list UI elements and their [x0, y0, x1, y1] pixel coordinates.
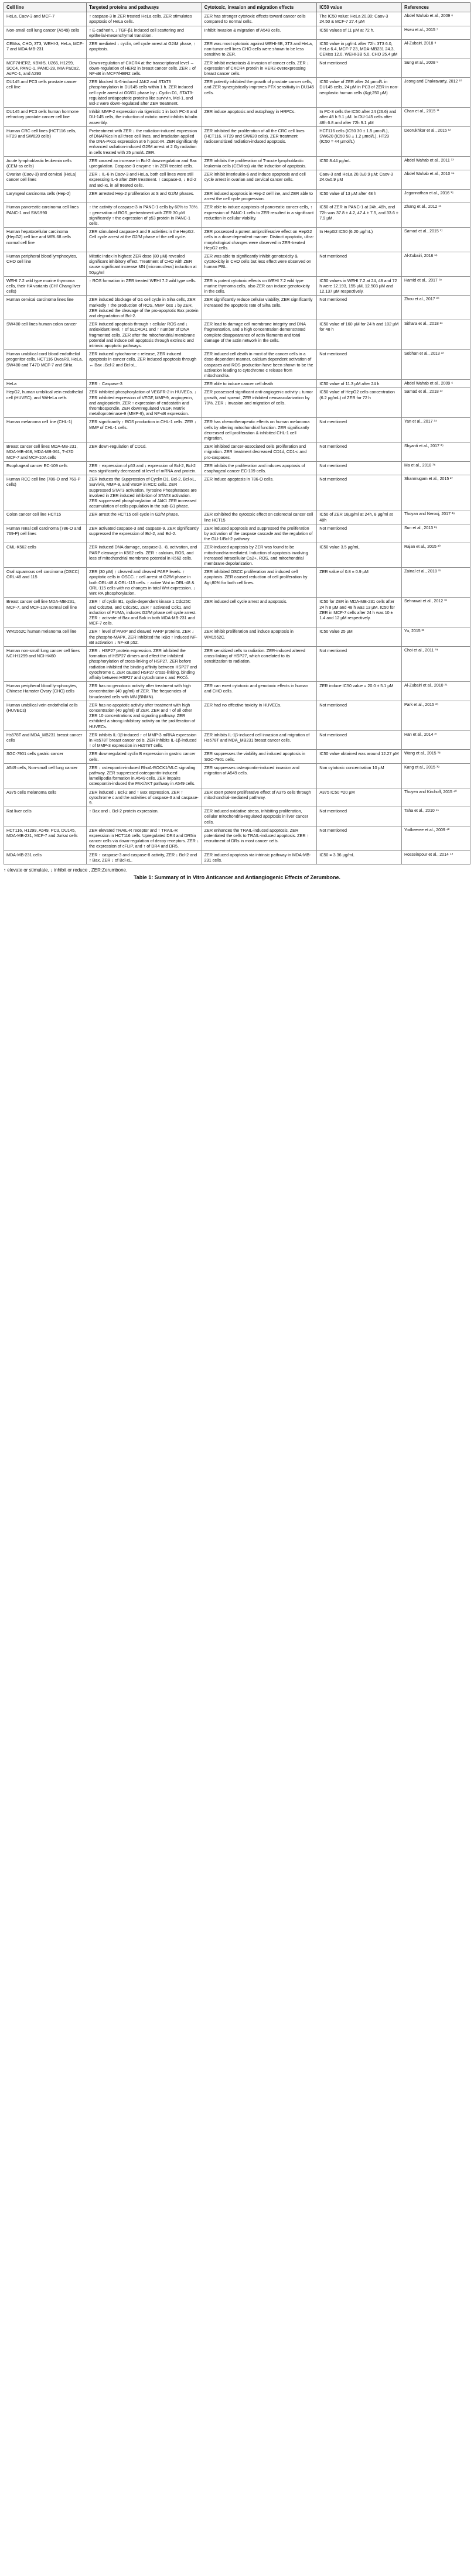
table-row	[4, 763, 470, 788]
table-row	[4, 276, 470, 296]
effects-cell: ZER lead to damage cell membrane integrity and DNA fragmentation, and a high concentration demonstrated complete disappearance of actin filaments and total damage of the actin network in the cells.	[202, 320, 317, 350]
cell-line-cell: Breast cancer cell lines MDA-MB-231, MDA-MB-468, MDA-MB-361, T-47D MCF-7 and MCF-10A cells	[4, 443, 87, 462]
effects-cell: ZER induce apoptosis in 786-O cells.	[202, 475, 317, 510]
targets-cell: Mitotic index in highest ZER dose (80 µM) revealed significant inhibitory effect. Treatment of CHO with ZER cause significant increase MN (micronucleus) induction at 50µg/ml	[87, 252, 202, 276]
table-row	[4, 475, 470, 510]
effects-cell: ZER inhibited OSCC proliferation and induced cell apoptosis. ZER caused reduction of cell proliferation by &gt;80% for both cell lines.	[202, 568, 317, 598]
ic50-cell: In HepG2 IC50 (6.20 µg/mL)	[317, 228, 402, 252]
effects-cell: Inhibit invasion & migration of A549 cells.	[202, 26, 317, 39]
effects-cell: ZER significantly reduce cellular viability, ZER significantly increased the apoptotic rate of Siha cells.	[202, 296, 317, 320]
reference-cell: Zhou et al., 2017 ²⁰	[401, 296, 470, 320]
targets-cell: ZER inhibited phosphorylation of VEGFR-2 in HUVECs. ↓ ZER inhibited expression of VEGF, MMP-9, angiogenin, and angiopoietin. ZER ↑ expression of endostatin and thrombospondin. ZER downregulated VEGF, Matrix metalloproteinase-9 (MMP-9), and NF-κB expression.	[87, 388, 202, 418]
targets-cell: ZER ↓ IL-6 in Caov-3 and HeLa, both cell lines were still expressing IL-6 after ZER treatment. ↑ caspase-3, ↓ Bcl-2 and Bcl-xL in all treated cells.	[87, 170, 202, 190]
targets-cell: ZER ↑ Caspase-3	[87, 380, 202, 388]
effects-cell: ZER induced apoptosis and suppressed the proliferation by activation of the caspase cascade and the regulation of the GLI-1/Bcl-2 pathway.	[202, 524, 317, 543]
table-row	[4, 598, 470, 627]
ic50-cell: Non cytotoxic concentration 10 µM	[317, 763, 402, 788]
cell-line-cell: A549 cells, Non-small cell lung cancer	[4, 763, 87, 788]
cell-line-cell: HepG2, human umbilical vein endothelial cell (HUVEC), and WiHeLa cells	[4, 388, 87, 418]
cell-line-cell: Human renal cell carcinoma (786-O and 769-P) cell lines	[4, 524, 87, 543]
table-caption: Table 1: Summary of In Vitro Anticancer and Antiangiogenic Effects of Zerumbone.	[133, 874, 341, 881]
table-body	[4, 12, 470, 865]
table-row	[4, 568, 470, 598]
reference-cell: Sithara et al., 2018 ²¹	[401, 320, 470, 350]
effects-cell: ZER inhibit interleukin-6 and induce apoptosis and cell cycle arrest in ovarian and cervical cancer cells.	[202, 170, 317, 190]
ic50-cell: IC50 value 3.5 µg/mL	[317, 543, 402, 568]
effects-cell: ZER inhibit proliferation and induce apoptosis in WM1552C.	[202, 627, 317, 647]
reference-cell: Jeong and Chakravarty, 2012 ¹⁰	[401, 78, 470, 108]
ic50-cell: Not mentioned	[317, 59, 402, 78]
table-row	[4, 189, 470, 203]
reference-cell: Thoyan and Nerooj, 2017 ²⁸	[401, 510, 470, 524]
table-header	[4, 3, 470, 12]
ic50-cell: IC50 value obtained was around 12.27 µM	[317, 750, 402, 763]
table-row	[4, 252, 470, 276]
targets-cell: ZER elevated TRAIL-R receptor and ↑ TRAIL-R expression in HCT116 cells. Upregulated DR4 and DR5in cancer cells via down-regulation of decoy receptors. ZER ↓ the expression of cFLIP, and ↑ of DR4 and DR5.	[87, 826, 202, 850]
reference-cell: Jegannathan et al., 2016 ¹⁵	[401, 189, 470, 203]
cell-line-cell: MCF7/HER2, KBM-5, U266, H1299, SCC4, PANC-1, PANC-28, MIA PaCa2, AsPC-1, and A293	[4, 59, 87, 78]
ic50-cell: Not mentioned	[317, 524, 402, 543]
reference-cell: Abdel Wahab et al., 2009 ⁶	[401, 12, 470, 26]
ic50-cell: Not mentioned	[317, 252, 402, 276]
reference-cell: Sehrawat et al., 2012 ³²	[401, 598, 470, 627]
cell-line-cell: Laryngeal carcinoma cells (Hep-2)	[4, 189, 87, 203]
reference-cell: Ma et al., 2018 ²⁶	[401, 461, 470, 475]
table-row	[4, 682, 470, 701]
reference-cell: Abdel Wahab et al., 2010 ¹⁴	[401, 170, 470, 190]
targets-cell: ZER blocked IL-6-induced JAK2 and STAT3 phosphorylation in DU145 cells within 1 h. ZER induced cell cycle arrest at G0/G1 phase by ↓ Cyclin D1, STAT3-regulated antiapoptotic proteins like survivin, Mcl-1, and Bcl-2 were down-regulated after ZER treatment.	[87, 78, 202, 108]
targets-cell: ZER stimulated caspase-3 and 9 activities in the HepG2. Cell cycle arrest at the G2/M phase of the cell cycle.	[87, 228, 202, 252]
ic50-cell: Caov-3 and HeLa 20.0±0.9 µM; Caov-3 24.0±0.9 µM	[317, 170, 402, 190]
effects-cell: ZER possessed a potent antiproliferative effect on HepG2 cells in a dose-dependent manner. Distinct apoptotic, ultra-morphological changes were observed in ZER-treated HepG2 cells.	[202, 228, 317, 252]
page	[0, 0, 474, 881]
effects-cell: ZER potently inhibited the growth of prostate cancer cells, and ZER synergistically improves PTX sensitivity in DU145 cells.	[202, 78, 317, 108]
table-row	[4, 730, 470, 750]
cell-line-cell: DU145 and PC3 cells human hormone refractory prostate cancer cell line	[4, 108, 87, 127]
ic50-cell: IC50 value in µg/mL after 72h: 3T3 6.0, HeLa 6.4, MCF-7 23, MDA-MB231 24.3, CEMss 12.0, WEHI-3B 5.0, CHO 25.4 µM	[317, 40, 402, 59]
ic50-cell: In PC-3 cells the IC50 after 24 (26.6) and after 48 h 9.1 µM. In DU-145 cells after 48h 6.8 and after 72h 9.1 µM	[317, 108, 402, 127]
cell-line-cell: DU145 and PC3 cells prostate cancer cell line	[4, 78, 87, 108]
reference-cell: Zainal et al., 2018 ³¹	[401, 568, 470, 598]
effects-cell: ZER exert potent proliferative effect of A375 cells through mitochondrial-mediated pathway.	[202, 788, 317, 807]
cell-line-cell: MDA-MB-231 cells	[4, 850, 87, 864]
effects-cell: ZER induce apoptosis and autophagy in HRPCs.	[202, 108, 317, 127]
targets-cell: ZER has no genotoxic activity after treatment with high concentration (40 µg/ml) of ZER. The frequencies of binucleated cells with MN (BNMN).	[87, 682, 202, 701]
targets-cell: ZER down-regulation of CD1d.	[87, 443, 202, 462]
cell-line-cell: Esophageal cancer EC-109 cells	[4, 461, 87, 475]
ic50-cell: Not mentioned	[317, 730, 402, 750]
effects-cell: ZER possessed significant anti-angiogenic activity ↓ tumor growth, and spread, ZER inhibited neovascularization by 70%. ZER ↓ invasion and migration of cells.	[202, 388, 317, 418]
table-row	[4, 443, 470, 462]
ic50-cell: IC50 value 25 µM	[317, 627, 402, 647]
ic50-cell: Not mentioned	[317, 350, 402, 380]
table-row	[4, 108, 470, 127]
table-row	[4, 203, 470, 228]
header-row	[4, 3, 470, 12]
cell-line-cell: Human umbilical vein endothelial cells (HUVECs)	[4, 701, 87, 730]
reference-cell: Rajan et al., 2015 ³⁰	[401, 543, 470, 568]
effects-cell: ZER able to induce apoptosis of pancreatic cancer cells, ↑ expression of PANC-1 cells to ZER resulted in a significant reduction in cellular viability.	[202, 203, 317, 228]
reference-cell: Hosseinpour et al., 2014 ⁴³	[401, 850, 470, 864]
targets-cell: ↑ caspase-3 in ZER treated HeLa cells. ZER stimulates apoptosis of HeLa cells.	[87, 12, 202, 26]
legend-text: ↑ elevate or stimulate, ↓ inhibit or reduce , ZER:Zerumbone.	[4, 867, 128, 873]
table-row	[4, 156, 470, 170]
cell-line-cell: Human non-small lung cancer cell lines NCI-H1299 and NCI-H460	[4, 646, 87, 681]
ic50-cell: IC50 8.44 µg/mL	[317, 156, 402, 170]
reference-cell: Al-Zubairi et al., 2010 ³⁵	[401, 682, 470, 701]
targets-cell: Down-regulation of CXCR4 at the transcriptional level → down-regulation of HER2 in breast cancer cells. ZER ↓ of NF-κB in MCF7/HER2 cells.	[87, 59, 202, 78]
table-row	[4, 388, 470, 418]
reference-cell: Yan et al., 2017 ²⁴	[401, 418, 470, 443]
effects-cell: ZER able to induce cancer cell death	[202, 380, 317, 388]
ic50-cell: HCT116 cells (IC50 30 ± 1.5 µmol/L), SW620 (IC50 58 ± 1.2 µmol/L), HT29 (IC50 = 44 µmol/L)	[317, 126, 402, 156]
table-row	[4, 320, 470, 350]
cell-line-cell: Acute lymphoblastic leukemia cells (CEM-ss cells)	[4, 156, 87, 170]
ic50-cell: Not mentioned	[317, 807, 402, 826]
reference-cell: Shanmugam et al., 2015 ²⁷	[401, 475, 470, 510]
effects-cell: ZER inhibited cancer-associated cells proliferation and migration. ZER treatment decreased CD1d, CD1-c and pro-caspases.	[202, 443, 317, 462]
effects-cell: ZER has chemotherapeutic effects on human melanoma cells by altering mitochondrial function. ZER significantly decreased cell proliferation & inhibited CHL-1 cell migration.	[202, 418, 317, 443]
ic50-cell: Not mentioned	[317, 443, 402, 462]
table-footer	[4, 867, 470, 881]
targets-cell: ZER has no apoptotic activity after treatment with high concentration (40 µg/ml) of ZER. ZER and ↑ of all other ZER 10 concentrations and signaling pathway. ZER exhibited a strong inhibitory activity on the proliferation of HUVECs.	[87, 701, 202, 730]
table-row	[4, 170, 470, 190]
reference-cell: Taha et al., 2010 ⁴¹	[401, 807, 470, 826]
effects-cell: ZER induced cell death in most of the cancer cells in a dose-dependent manner, calcium dependent activation of caspases and ROS production have been shown to be the activation leading to cytochrome c release from mitochondria.	[202, 350, 317, 380]
effects-cell: ZER induced cell cycle arrest and apoptosis.	[202, 598, 317, 627]
targets-cell: ZER significantly ↑ ROS production in CHL-1 cells. ZER ↓ MMP of CHL-1 cells.	[87, 418, 202, 443]
reference-cell: Hamid et al., 2017 ¹⁹	[401, 276, 470, 296]
effects-cell: ZER inhibited the proliferation of all the CRC cell lines (HCT116, HT29 and SW620 cells). ZER treatment radiosensitized radiation-induced apoptosis.	[202, 126, 317, 156]
table-row	[4, 380, 470, 388]
reference-cell: Zhang et al., 2012 ¹⁶	[401, 203, 470, 228]
targets-cell: ZER induced cytochrome c release, ZER induced apoptosis in cancer cells, ZER induced apoptosis through ↔ Bax ↓Bcl-2 and Bcl-xL.	[87, 350, 202, 380]
targets-cell: ZER ↑ caspase-3 and caspase-8 activity, ZER ↓ Bcl-2 and ↑ Bax, ZER ↓ of Bcl-xL.	[87, 850, 202, 864]
cell-line-cell: Human pancreatic carcinoma cell lines PANC-1 and SW1990	[4, 203, 87, 228]
ic50-cell: IC50 value of 11.3 µM after 24 h	[317, 380, 402, 388]
effects-cell: ZER-induced apoptosis by ZER was found to be mitochondria-mediated. Induction of apoptosis involving increased intracellular Ca2+, ROS, and mitochondrial membrane depolarization.	[202, 543, 317, 568]
effects-cell: ZER has stronger cytotoxic effects toward cancer cells compared to normal cells.	[202, 12, 317, 26]
table-row	[4, 296, 470, 320]
reference-cell: Chan et al., 2015 ¹¹	[401, 108, 470, 127]
targets-cell: ZER induced blockage of G1 cell cycle in Siha cells, ZER markedly ↑ the production of ROS, MMP loss ↓ by ZER, ZER induced the cleavage of the pro-apoptotic Bax protein and degradation of Bcl-2.	[87, 296, 202, 320]
effects-cell: ZER enhances the TRAIL-induced apoptosis, ZER potentiated the cells to TRAIL-induced apoptosis. ZER ↑ recruitment of DRs in most cancer cells.	[202, 826, 317, 850]
reference-cell: Yodkeeree et al., 2009 ⁴²	[401, 826, 470, 850]
targets-cell: ZER induces the Suppression of Cyclin D1, Bcl-2, Bcl-xL, Survivin, MMP-9, and VEGF in RCC cells. ZER suppressed STAT3 activation, Tyrosine Phosphatases are involved in ZER induced inhibition of STAT3 activation. ZER suppressed phosphorylation of JAK1 ZER increased accumulation of cells population in the sub-G1 phase.	[87, 475, 202, 510]
reference-cell: Yu, 2015 ³³	[401, 627, 470, 647]
reference-cell: Park et al., 2015 ³⁶	[401, 701, 470, 730]
cell-line-cell: Rat liver cells	[4, 807, 87, 826]
effects-cell: ZER had no effective toxicity in HUVECs.	[202, 701, 317, 730]
targets-cell: Pretreatment with ZER ↓ the radiation-induced expression of DNAPKcs in all three cell lines, and irradiation applied the DNA-PKcs expression at 6 h post-IR. ZER significantly enhanced radiation-induced G2/M arrest at 2 Gy radiation in cells treated with 25 µmol/L ZER.	[87, 126, 202, 156]
cell-line-cell: A375 cells melanoma cells	[4, 788, 87, 807]
reference-cell: Choi et al., 2011 ³⁴	[401, 646, 470, 681]
cell-line-cell: SW480 cell lines human colon cancer	[4, 320, 87, 350]
effects-cell: ZER sensitized cells to radiation. ZER-induced altered cross-linking of HSP27, which correlated to its sensitization to radiation.	[202, 646, 317, 681]
targets-cell: ZER induced apoptosis through ↑ cellular ROS and ↓ antioxidant level, ↑ of SLC40A1 and ↑ number of DNA fragmented cells. ZER after the mitochondrial membrane potential and induce cell apoptosis through extrinsic and intrinsic apoptotic pathways.	[87, 320, 202, 350]
header-cell-line: Cell line	[4, 3, 87, 12]
cell-line-cell: Human peripheral blood lymphocytes, CHO cell line	[4, 252, 87, 276]
cell-line-cell: Human melanoma cell line (CHL-1)	[4, 418, 87, 443]
table-row	[4, 418, 470, 443]
table-row	[4, 701, 470, 730]
table-row	[4, 788, 470, 807]
targets-cell: ↑ ROS formation in ZER treated WEHI 7.2 wild type cells.	[87, 276, 202, 296]
ic50-cell: IC50 values of 11 µM at 72 h.	[317, 26, 402, 39]
reference-cell: Sung et al., 2008 ⁹	[401, 59, 470, 78]
table-row	[4, 350, 470, 380]
targets-cell: ZER caused an increase in Bcl-2 downregulation and Bax upregulation. Caspase-3 enzyme ↑ in ZER treated cells.	[87, 156, 202, 170]
cell-line-cell: CEMss, CHO, 3T3, WEHI-3, HeLa, MCF-7 and MDA-MB-231	[4, 40, 87, 59]
cell-line-cell: Non-small cell lung cancer (A549) cells	[4, 26, 87, 39]
effects-cell: ZER suppresses osteopontin-induced invasion and migration of A549 cells.	[202, 763, 317, 788]
ic50-cell: IC50 values in WEHI 7.2 at 24, 48 and 72 h were 12.193, 155 µM, 12.503 µM and 12.137 µM respectively.	[317, 276, 402, 296]
targets-cell: ZER ↑ of cyclin B1, cyclin-dependent kinase 1 Cdc25C and Cdc25B, and Cdc25C, ZER ↑ activated Cdk1, and induction of PUMA, induces G2/M phase cell cycle arrest. ZER ↑ activate of Bax and Bak in both MDA-MB-231 and MCF-7 cells.	[87, 598, 202, 627]
reference-cell: Abdel Wahab et al., 2011 ¹³	[401, 156, 470, 170]
ic50-cell: A375 IC50 =20 µM	[317, 788, 402, 807]
ic50-cell: IC50 = 3.36 µg/mL	[317, 850, 402, 864]
reference-cell: Al-Zubairi, 2016 ¹⁸	[401, 252, 470, 276]
targets-cell: ↑ E-cadherin, ↓ TGF-β1 induced cell scattering and epithelial-mesenchymal transition.	[87, 26, 202, 39]
targets-cell: ↑ the activity of caspase-3 in PANC-1 cells by 60% to 78%. ↑ generation of ROS, pretreatment with ZER 30 µM significantly ↑ the expression of p53 protein in PANC-1 cells.	[87, 203, 202, 228]
effects-cell: ZER inhibit metastasis & invasion of cancer cells. ZER ↓ expression of CXCR4 protein in HER2-overexpressing breast cancer cells.	[202, 59, 317, 78]
reference-cell: Thuyen and Kirchoff, 2015 ⁴⁰	[401, 788, 470, 807]
reference-cell: Kang et al., 2015 ³⁹	[401, 763, 470, 788]
ic50-cell: Not mentioned	[317, 461, 402, 475]
targets-cell: ZER mediated ↓ cyclin, cell cycle arrest at G2/M phase, ↑ apoptosis.	[87, 40, 202, 59]
effects-cell: ZER can exert cytotoxic and genotoxic effects in human and CHO cells.	[202, 682, 317, 701]
cell-line-cell: Human umbilical cord blood endothelial progenitor cells, HCT116 OvcaR8, HeLa, SW480 and T47D MCF-7 and SiHa	[4, 350, 87, 380]
reference-cell: Deorukhkar et al., 2015 ¹²	[401, 126, 470, 156]
header-references: References	[401, 3, 470, 12]
targets-cell: ZER induced ↓ Bcl-2 and ↑ Bax expression. ZER ↑ cytochrome c and the activities of caspase-3 and caspase-9.	[87, 788, 202, 807]
cell-line-cell: WM1552C human melanoma cell line	[4, 627, 87, 647]
cell-line-cell: Oral squamous cell carcinoma (OSCC) ORL-48 and 115	[4, 568, 87, 598]
cell-line-cell: SGC-7901 cells gastric cancer	[4, 750, 87, 763]
reference-cell: Sun et al., 2013 ²⁹	[401, 524, 470, 543]
cell-line-cell: Human peripheral blood lymphocytes, Chinese Hamster Ovary (CHO) cells	[4, 682, 87, 701]
table-row	[4, 126, 470, 156]
table-row	[4, 510, 470, 524]
targets-cell: ZER arrest the HCT15 cell cycle in G2/M phase.	[87, 510, 202, 524]
cell-line-cell: CML-K562 cells	[4, 543, 87, 568]
ic50-cell: Not mentioned	[317, 475, 402, 510]
table-row	[4, 228, 470, 252]
ic50-cell: IC50 value of ZER after 24 µmol/L in DU145 cells, 24 µM in PC3 of ZER in non-neoplastic human cells (&gt;250 µM)	[317, 78, 402, 108]
effects-cell: ZER induced apoptosis via intrinsic pathway in MDA-MB-231 cells.	[202, 850, 317, 864]
targets-cell: ↑ Bax and ↓ Bcl-2 protein expression.	[87, 807, 202, 826]
ic50-cell: ZER induce IC50 value = 20.0 ± 5.1 µM	[317, 682, 402, 701]
reference-cell: Hseu et al., 2015 ⁷	[401, 26, 470, 39]
ic50-cell: The IC50 value: HeLa 20.30; Caov-3 24.50 & MCF-7 27.4 µM	[317, 12, 402, 26]
ic50-cell: IC50 value of 160 µM for 24 h and 102 µM for 48 h	[317, 320, 402, 350]
cell-line-cell: Human cervical carcinoma lines line	[4, 296, 87, 320]
table-row	[4, 78, 470, 108]
reference-cell: Abdel Wahab et al., 2009 ⁶	[401, 380, 470, 388]
targets-cell: ZER (30 µM) ↑ cleaved and cleaved PARP levels. ↑ apoptotic cells in OSCC. ↑ cell arrest at G2/M phase in both ORL-48 & ORL-115 cells. ↑ active Wnt in ORL-48 & ORL-115 cells with no changes in total Wnt expression. ↓ Wnt RA phosphorylation.	[87, 568, 202, 598]
cell-line-cell: Breast cancer cell line MDA-MB-231, MCF-7, and MCF-10A normal cell line	[4, 598, 87, 627]
ic50-cell: Not mentioned	[317, 826, 402, 850]
ic50-cell: Not mentioned	[317, 296, 402, 320]
targets-cell: ZER downregulated cyclin B expression in gastric cancer cells.	[87, 750, 202, 763]
table-row	[4, 826, 470, 850]
ic50-cell: IC50 of ZER 18µg/ml at 24h, 8 µg/ml at 48h	[317, 510, 402, 524]
effects-cell: ZER was able to significantly inhibit genotoxicity & cytotoxicity in CHO cells but less effect were observed on human PBL.	[202, 252, 317, 276]
reference-cell: Al-Zubairi, 2018 ⁸	[401, 40, 470, 59]
reference-cell: Samad et al., 2015 ¹⁷	[401, 228, 470, 252]
cell-line-cell: Colon cancer cell line HCT15	[4, 510, 87, 524]
table-row	[4, 59, 470, 78]
table-row	[4, 40, 470, 59]
ic50-cell: Not mentioned	[317, 701, 402, 730]
effects-cell: ZER inhibits the proliferation and induces apoptosis of esophageal cancer EC-109 cells.	[202, 461, 317, 475]
cell-line-cell: Human hepatocellular carcinoma (HepG2) cell line and WRL68 cells normal cell line	[4, 228, 87, 252]
targets-cell: ZER arrested Hep-2 proliferation at S and G2/M phases.	[87, 189, 202, 203]
table-row	[4, 26, 470, 39]
cell-line-cell: Hs578T and MDA_MB231 breast cancer cells	[4, 730, 87, 750]
effects-cell: ZER is potent cytotoxic effects on WEHI 7.2 wild type murine thymoma cells, also ZER can induce genotoxicity in the cells.	[202, 276, 317, 296]
ic50-cell: Not mentioned	[317, 418, 402, 443]
table-row	[4, 524, 470, 543]
ic50-cell: Not mentioned	[317, 646, 402, 681]
reference-cell: Sobhan et al., 2013 ²²	[401, 350, 470, 380]
table-row	[4, 807, 470, 826]
cell-line-cell: Human RCC cell line (786-O and 769-P cells)	[4, 475, 87, 510]
effects-cell: ZER induced apoptosis in Hep-2 cell line, and ZER able to arrest the cell cycle progression.	[202, 189, 317, 203]
table-row	[4, 750, 470, 763]
header-targets: Targeted proteins and pathways	[87, 3, 202, 12]
table-row	[4, 543, 470, 568]
cell-line-cell: WEHI 7.2 wild type murine thymoma cells, their HA variants (CH/ Chang liver cells)	[4, 276, 87, 296]
ic50-cell: IC50 value of 13 µM after 48 h	[317, 189, 402, 203]
ic50-cell: IC50 of ZER in PANC-1 at 24h, 48h, and 72h was 37.8 ± 4.2, 47.4 ± 7.5, and 33.6 ± 7.9 µM.	[317, 203, 402, 228]
cell-line-cell: Human CRC cell lines (HCT116 cells, HT29 and SW620 cells)	[4, 126, 87, 156]
targets-cell: ZER induced DNA damage, caspase-3, -8, activation, and PARP cleavage in K562 cells. ZER ↑ calcium, ROS, and loss of mitochondrial membrane potential in K562 cells.	[87, 543, 202, 568]
effects-cell: ZER inhibits IL-1β-induced cell invasion and migration of Hs578T and MDA_MB231 breast cancer cells.	[202, 730, 317, 750]
ic50-cell: IC50 value of HepG2 cells concentration (6.2 µg/mL) of ZER for 72 h	[317, 388, 402, 418]
reference-cell: Wang et al., 2015 ³⁸	[401, 750, 470, 763]
table-row	[4, 461, 470, 475]
targets-cell: ZER ↓ osteopontin-induced RhoA-ROCK1/MLC signaling pathway. ZER suppressed osteopontin-induced lamellipodia formation in A549 cells. ZER impairs osteopontin-induced the FAK/AKT pathway in A549 cells.	[87, 763, 202, 788]
effects-cell: ZER suppresses the viability and induced apoptosis in SGC-7901 cells.	[202, 750, 317, 763]
table-row	[4, 646, 470, 681]
cell-line-cell: HeLa, Caov-3 and MCF-7	[4, 12, 87, 26]
reference-cell: Han et al., 2014 ³⁷	[401, 730, 470, 750]
targets-cell: ZER ↑ level of PARP and cleaved PARP proteins. ZER ↓ the phospho-MAPK. ZER inhibited the IκBα ↑ induced NF-κB activation ↓ NF-κB p52.	[87, 627, 202, 647]
cell-line-cell: Ovarian (Caov-3) and cervical (HeLa) cancer cell lines	[4, 170, 87, 190]
targets-cell: ZER ↓ HSP27 protein expression. ZER inhibited the formation of HSP27 dimers and effect the inhibited phosphorylation of cross-linking of HSP27, ZER before radiation inhibited the binding affinity between HSP27 and cytochrome c, ZER caused HSP27 cross-linking, binding affinity between HSP27 and cytochrome c and PKCδ.	[87, 646, 202, 681]
table-row	[4, 12, 470, 26]
header-effects: Cytotoxic, invasion and migration effects	[202, 3, 317, 12]
table-row	[4, 627, 470, 647]
targets-cell: ZER ↑ expression of p53 and ↓ expression of Bcl-2, Bcl-2 was significantly decreased at level of mRNA and protein.	[87, 461, 202, 475]
table-row	[4, 850, 470, 864]
effects-cell: ZER exhibited the cytotoxic effect on colorectal cancer cell line HCT15	[202, 510, 317, 524]
header-ic50: IC50 value	[317, 3, 402, 12]
ic50-cell: IC50 for ZER in MDA-MB-231 cells after 24 h 8 µM and 48 h was 13 µM. IC50 for ZER in MCF-7 cells after 24 h was 10 ± 1.4 and 12 µM respectively.	[317, 598, 402, 627]
ic50-cell: ZER value of 0.8 ± 0.9 µM	[317, 568, 402, 598]
effects-cell: ZER inhibits the proliferation of T-acute lymphoblastic leukemia cells (CEM-ss) via the induction of apoptosis.	[202, 156, 317, 170]
effects-cell: ZER induced oxidative stress, inhibiting proliferation, cellular mitochondria-regulated apoptosis in liver cancer cells.	[202, 807, 317, 826]
reference-cell: Samad et al., 2018 ²³	[401, 388, 470, 418]
effects-cell: ZER was most cytotoxic against WEHI-3B, 3T3 and HeLa, non-tumor cell lines CHO cells were shown to be less sensitive to ZER.	[202, 40, 317, 59]
cell-line-cell: HeLa	[4, 380, 87, 388]
targets-cell: Inhibit MMP-2 expression via tigenistic 1 in both PC-3 and DU-145 cells, the induction of mitotic arrest inhibits tubulin assembly.	[87, 108, 202, 127]
cell-line-cell: HCT116, H1299, A549, PC3, DU145, MDA-MB-231, MCF-7 and Jurkat cells	[4, 826, 87, 850]
summary-table	[4, 2, 470, 865]
targets-cell: ZER inhibits IL-1β-induced ↑ of MMP-3 mRNA expression in Hs578T breast cancer cells. ZER inhibits IL-1β-induced ↑ of MMP-3 expression in Hs578T cells.	[87, 730, 202, 750]
targets-cell: ZER activated caspase-3 and caspase-9. ZER significantly suppressed the expression of Bcl-2, and Bcl-2.	[87, 524, 202, 543]
reference-cell: Shyanti et al., 2017 ²⁵	[401, 443, 470, 462]
